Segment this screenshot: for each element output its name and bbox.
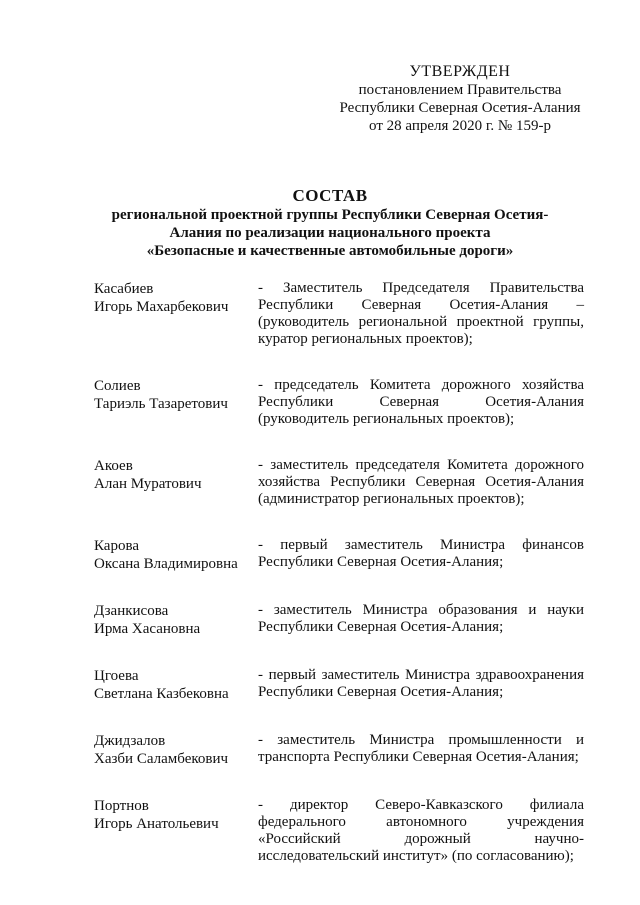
member-name	[94, 377, 258, 428]
member-role: - первый заместитель Министра финансов Республики Северная Осетия-Алания;	[258, 537, 584, 570]
member-given-name: Алан Муратович	[94, 476, 202, 492]
approval-line: от 28 апреля 2020 г. № 159-р	[369, 118, 551, 134]
member-entry	[94, 797, 584, 865]
member-entry	[94, 537, 584, 573]
document-title: СОСТАВ	[292, 186, 368, 205]
member-entry	[94, 377, 584, 428]
member-entry	[94, 602, 584, 638]
member-role: - заместитель Министра образования и науки Республики Северная Осетия-Алания;	[258, 602, 584, 635]
member-surname: Карова	[94, 538, 140, 554]
approval-line: постановлением Правительства	[358, 82, 562, 98]
member-name	[94, 602, 258, 638]
member-name	[94, 537, 258, 573]
member-name	[94, 797, 258, 865]
member-entry	[94, 732, 584, 768]
member-name	[94, 732, 258, 768]
member-given-name: Игорь Анатольевич	[94, 816, 219, 832]
member-name	[94, 280, 258, 348]
member-entry	[94, 457, 584, 508]
approval-stamp	[310, 63, 610, 135]
approval-line: Республики Северная Осетия-Алания	[339, 100, 581, 116]
member-role: - председатель Комитета дорожного хозяйства Республики Северная Осетия-Алания (руководитель региональных проектов);	[258, 377, 584, 427]
member-role: - первый заместитель Министра здравоохранения Республики Северная Осетия-Алания;	[258, 667, 584, 700]
member-role: - директор Северо-Кавказского филиала федерального автономного учреждения «Российский дорожный научно-исследовательский институт» (по согласованию);	[258, 797, 584, 864]
heading-line: «Безопасные и качественные автомобильные дороги»	[146, 243, 514, 259]
heading-line: региональной проектной группы Республики Северная Осетия-	[111, 207, 549, 223]
member-role: - Заместитель Председателя Правительства Республики Северная Осетия-Алания – (руководитель региональной проектной группы, куратор региональных проектов);	[258, 280, 584, 347]
member-given-name: Игорь Махарбекович	[94, 299, 229, 315]
member-surname: Цгоева	[94, 668, 139, 684]
member-surname: Портнов	[94, 798, 149, 814]
member-surname: Солиев	[94, 378, 141, 394]
heading-line: Алания по реализации национального проекта	[169, 225, 491, 241]
member-surname: Акоев	[94, 458, 133, 474]
member-entry	[94, 667, 584, 703]
member-role: - заместитель Министра промышленности и транспорта Республики Северная Осетия-Алания;	[258, 732, 584, 765]
member-role: - заместитель председателя Комитета дорожного хозяйства Республики Северная Осетия-Алания (администратор региональных проектов);	[258, 457, 584, 507]
member-name	[94, 457, 258, 508]
member-entry	[94, 280, 584, 348]
member-given-name: Оксана Владимировна	[94, 556, 238, 572]
member-name	[94, 667, 258, 703]
approval-title: УТВЕРЖДЕН	[409, 63, 511, 80]
document-heading	[60, 186, 600, 260]
member-given-name: Светлана Казбековна	[94, 686, 229, 702]
member-given-name: Хазби Саламбекович	[94, 751, 229, 767]
member-list	[94, 280, 584, 894]
member-given-name: Тариэль Тазаретович	[94, 396, 228, 412]
member-surname: Дзанкисова	[94, 603, 169, 619]
member-surname: Джидзалов	[94, 733, 166, 749]
member-given-name: Ирма Хасановна	[94, 621, 201, 637]
member-surname: Касабиев	[94, 281, 154, 297]
